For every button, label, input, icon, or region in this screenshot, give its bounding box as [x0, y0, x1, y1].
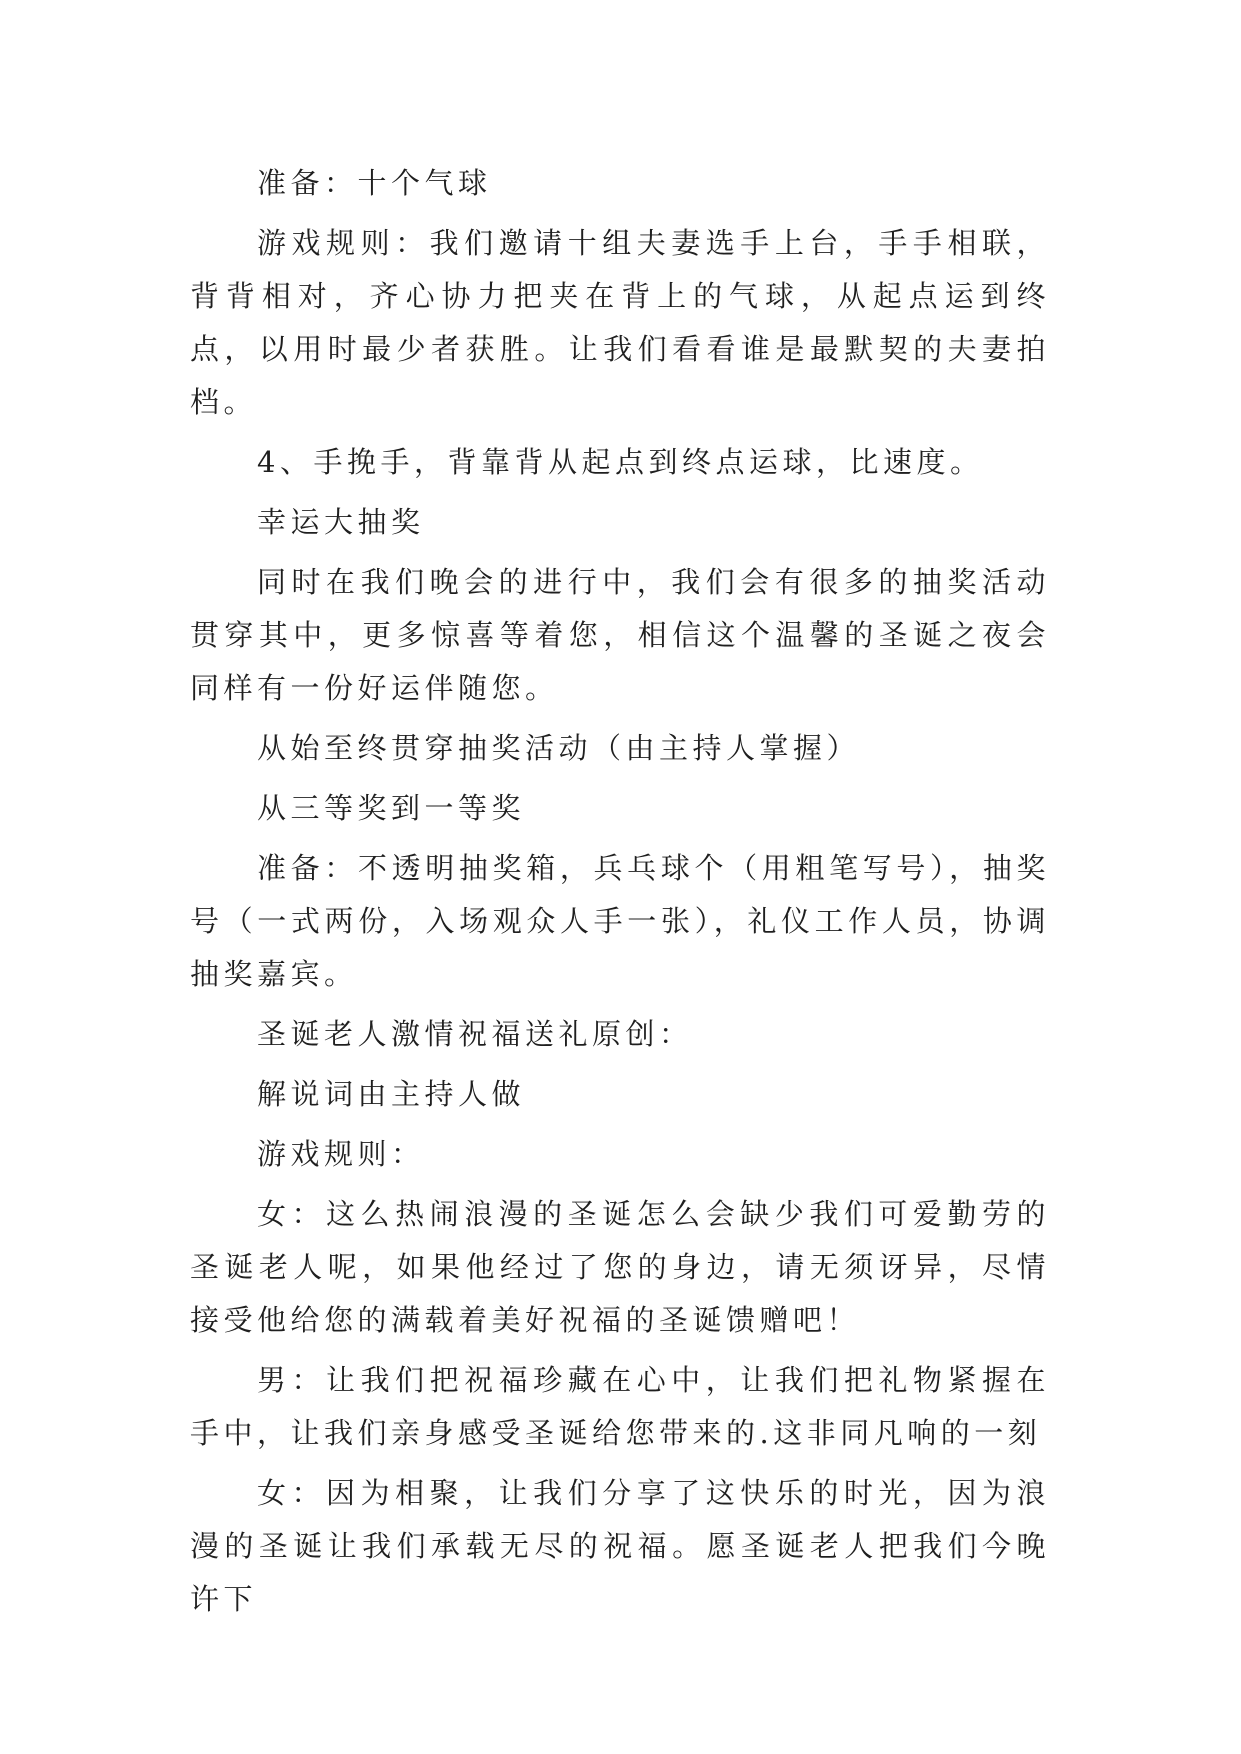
- paragraph-lucky-draw-host: 从始至终贯穿抽奖活动（由主持人掌握）: [257, 731, 861, 765]
- paragraph-game-item-4: 4、手挽手，背靠背从起点到终点运球，比速度。: [257, 445, 984, 479]
- document-body: [190, 157, 1050, 1633]
- paragraph-host-narration: 解说词由主持人做: [257, 1077, 526, 1111]
- paragraph-female-host-line-1: 女：这么热闹浪漫的圣诞怎么会缺少我们可爱勤劳的圣诞老人呢，如果他经过了您的身边，请无须讶异，尽情接受他给您的满载着美好祝福的圣诞馈赠吧！: [190, 1197, 1050, 1337]
- paragraph-male-host-line: 男：让我们把祝福珍藏在心中，让我们把礼物紧握在手中，让我们亲身感受圣诞给您带来的.这非同凡响的一刻: [190, 1363, 1050, 1450]
- paragraph-balloon-game-rules: 游戏规则：我们邀请十组夫妻选手上台，手手相联，背背相对，齐心协力把夹在背上的气球，从起点运到终点，以用时最少者获胜。让我们看看谁是最默契的夫妻拍档。: [190, 226, 1050, 419]
- paragraph-lucky-draw-heading: 幸运大抽奖: [257, 505, 425, 539]
- paragraph-lucky-draw-intro: 同时在我们晚会的进行中，我们会有很多的抽奖活动贯穿其中，更多惊喜等着您，相信这个温馨的圣诞之夜会同样有一份好运伴随您。: [190, 565, 1050, 705]
- paragraph-lucky-draw-preparation: 准备：不透明抽奖箱，兵乓球个（用粗笔写号），抽奖号（一式两份，入场观众人手一张），礼仪工作人员，协调抽奖嘉宾。: [190, 851, 1050, 991]
- paragraph-santa-section-heading: 圣诞老人激情祝福送礼原创：: [257, 1017, 693, 1051]
- paragraph-prize-order: 从三等奖到一等奖: [257, 791, 526, 825]
- paragraph-game-rules-label: 游戏规则：: [257, 1137, 425, 1171]
- paragraph-female-host-line-2: 女：因为相聚，让我们分享了这快乐的时光，因为浪漫的圣诞让我们承载无尽的祝福。愿圣诞老人把我们今晚许下: [190, 1476, 1050, 1616]
- paragraph-preparation-balloons: 准备：十个气球: [257, 166, 492, 200]
